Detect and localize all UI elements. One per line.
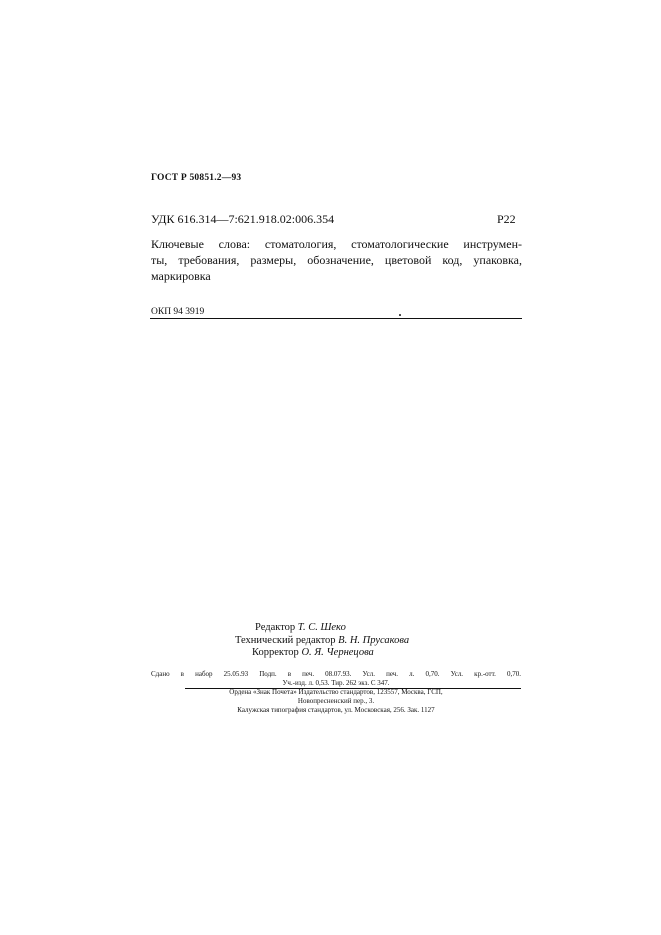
imprint-block <box>151 670 521 715</box>
speck <box>399 314 401 316</box>
imprint-line: Сдано в набор 25.05.93 Подп. в печ. 08.07.93. Усл. печ. л. 0,70. Усл. кр.-отт. 0,70. <box>151 670 521 678</box>
keywords-line: маркировка <box>151 269 211 283</box>
tech-editor-name: В. Н. Прусакова <box>338 634 410 646</box>
classification-group: Р22 <box>497 212 516 226</box>
divider-line <box>150 318 522 319</box>
imprint-line: Ордена «Знак Почета» Издательство стандартов, 123557, Москва, ГСП, <box>229 688 443 696</box>
imprint-divider <box>185 688 521 689</box>
editor-role: Редактор <box>255 622 296 633</box>
okp-code: ОКП 94 3919 <box>151 307 205 317</box>
editor-row <box>235 622 409 635</box>
corrector-name: О. Я. Чернецова <box>301 647 374 658</box>
tech-editor-row <box>235 635 409 648</box>
editor-name: Т. С. Шеко <box>297 622 346 633</box>
imprint-line: Новопресненский пер., 3. <box>297 697 375 705</box>
corrector-row <box>235 647 409 660</box>
imprint-line: Калужская типография стандартов, ул. Московская, 256. Зак. 1127 <box>237 706 435 714</box>
credits-block <box>235 622 409 660</box>
tech-editor-role: Технический редактор <box>235 634 336 646</box>
keywords-paragraph <box>151 236 522 284</box>
imprint-line: Уч.-изд. л. 0,53. Тир. 262 экз. С 347. <box>282 679 390 687</box>
keywords-line: ты, требования, размеры, обозначение, цветовой код, упаковка, <box>151 253 522 267</box>
udk-code: УДК 616.314—7:621.918.02:006.354 <box>151 212 335 226</box>
standard-code: ГОСТ Р 50851.2—93 <box>151 173 242 183</box>
keywords-line: Ключевые слова: стоматология, стоматологические инструмен- <box>151 237 522 251</box>
corrector-role: Корректор <box>252 647 299 658</box>
